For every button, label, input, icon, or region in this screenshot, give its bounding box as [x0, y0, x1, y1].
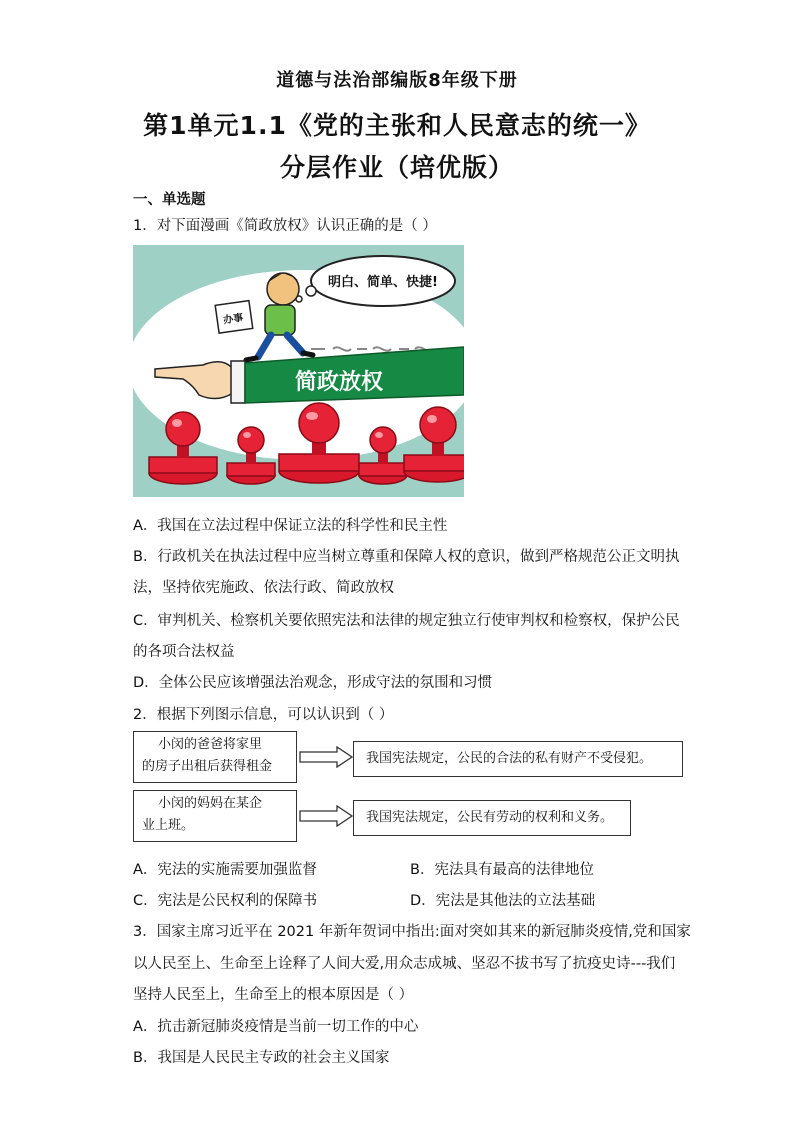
- document-subtitle: 道德与法治部编版8年级下册: [276, 70, 518, 91]
- diagram-left-2-line2: 业上班。: [142, 818, 195, 833]
- diagram-arrow-1: [299, 746, 353, 768]
- question-3-option-a: A．抗击新冠肺炎疫情是当前一切工作的中心: [133, 1019, 419, 1035]
- section-heading: 一、单选题: [133, 192, 206, 208]
- question-1-option-a: A．我国在立法过程中保证立法的科学性和民主性: [133, 518, 448, 534]
- question-2-stem: 2．根据下列图示信息，可以认识到（ ）: [133, 707, 394, 723]
- diagram-arrow-2: [299, 805, 353, 827]
- diagram-left-2-line1: 小闵的妈妈在某企: [158, 796, 263, 811]
- diagram-left-box-2: [133, 790, 297, 842]
- paper-text: 办事: [222, 312, 245, 327]
- question-1-option-c-cont: 的各项合法权益: [133, 644, 235, 660]
- bubble-text: 明白、简单、快捷!: [328, 275, 438, 290]
- document-title-line2: 分层作业（培优版）: [279, 153, 514, 182]
- banner-text: 简政放权: [294, 370, 384, 395]
- diagram-right-box-1: 我国宪法规定，公民的合法的私有财产不受侵犯。: [353, 741, 683, 777]
- diagram-right-box-2: 我国宪法规定，公民有劳动的权利和义务。: [353, 800, 631, 836]
- question-2-option-c: C．宪法是公民权利的保障书: [133, 893, 318, 909]
- document-title: 第1单元1.1《党的主张和人民意志的统一》: [143, 111, 651, 140]
- diagram-left-1-line2: 的房子出租后获得租金: [142, 759, 273, 774]
- question-1-option-c: C．审判机关、检察机关要依照宪法和法律的规定独立行使审判权和检察权，保护公民: [133, 613, 680, 629]
- question-3-stem-line2: 以人民至上、生命至上诠释了人间大爱,用众志成城、坚忍不拔书写了抗疫史诗---我们: [133, 956, 676, 972]
- man-body: [265, 305, 295, 335]
- question-3-stem-line1: 3．国家主席习近平在 2021 年新年贺词中指出:面对突如其来的新冠肺炎疫情,党和国家: [133, 924, 691, 940]
- question-2-option-d: D．宪法是其他法的立法基础: [410, 893, 596, 909]
- question-1-option-b: B．行政机关在执法过程中应当树立尊重和保障人权的意识，做到严格规范公正文明执: [133, 549, 680, 565]
- question-1-option-d: D．全体公民应该增强法治观念，形成守法的氛围和习惯: [133, 675, 493, 691]
- question-1-stem: 1．对下面漫画《简政放权》认识正确的是（ ）: [133, 218, 437, 234]
- question-2-option-b: B．宪法具有最高的法律地位: [410, 862, 594, 878]
- diagram-left-1-line1: 小闵的爸爸将家里: [158, 737, 263, 752]
- question-1-option-b-cont: 法，坚持依宪施政、依法行政、简政放权: [133, 580, 394, 596]
- question-3-stem-line3: 坚持人民至上，生命至上的根本原因是（ ）: [133, 987, 414, 1003]
- cartoon-image: [133, 245, 464, 497]
- question-3-option-b: B．我国是人民民主专政的社会主义国家: [133, 1050, 390, 1066]
- diagram-left-box-1: [133, 731, 297, 783]
- question-2-option-a: A．宪法的实施需要加强监督: [133, 862, 317, 878]
